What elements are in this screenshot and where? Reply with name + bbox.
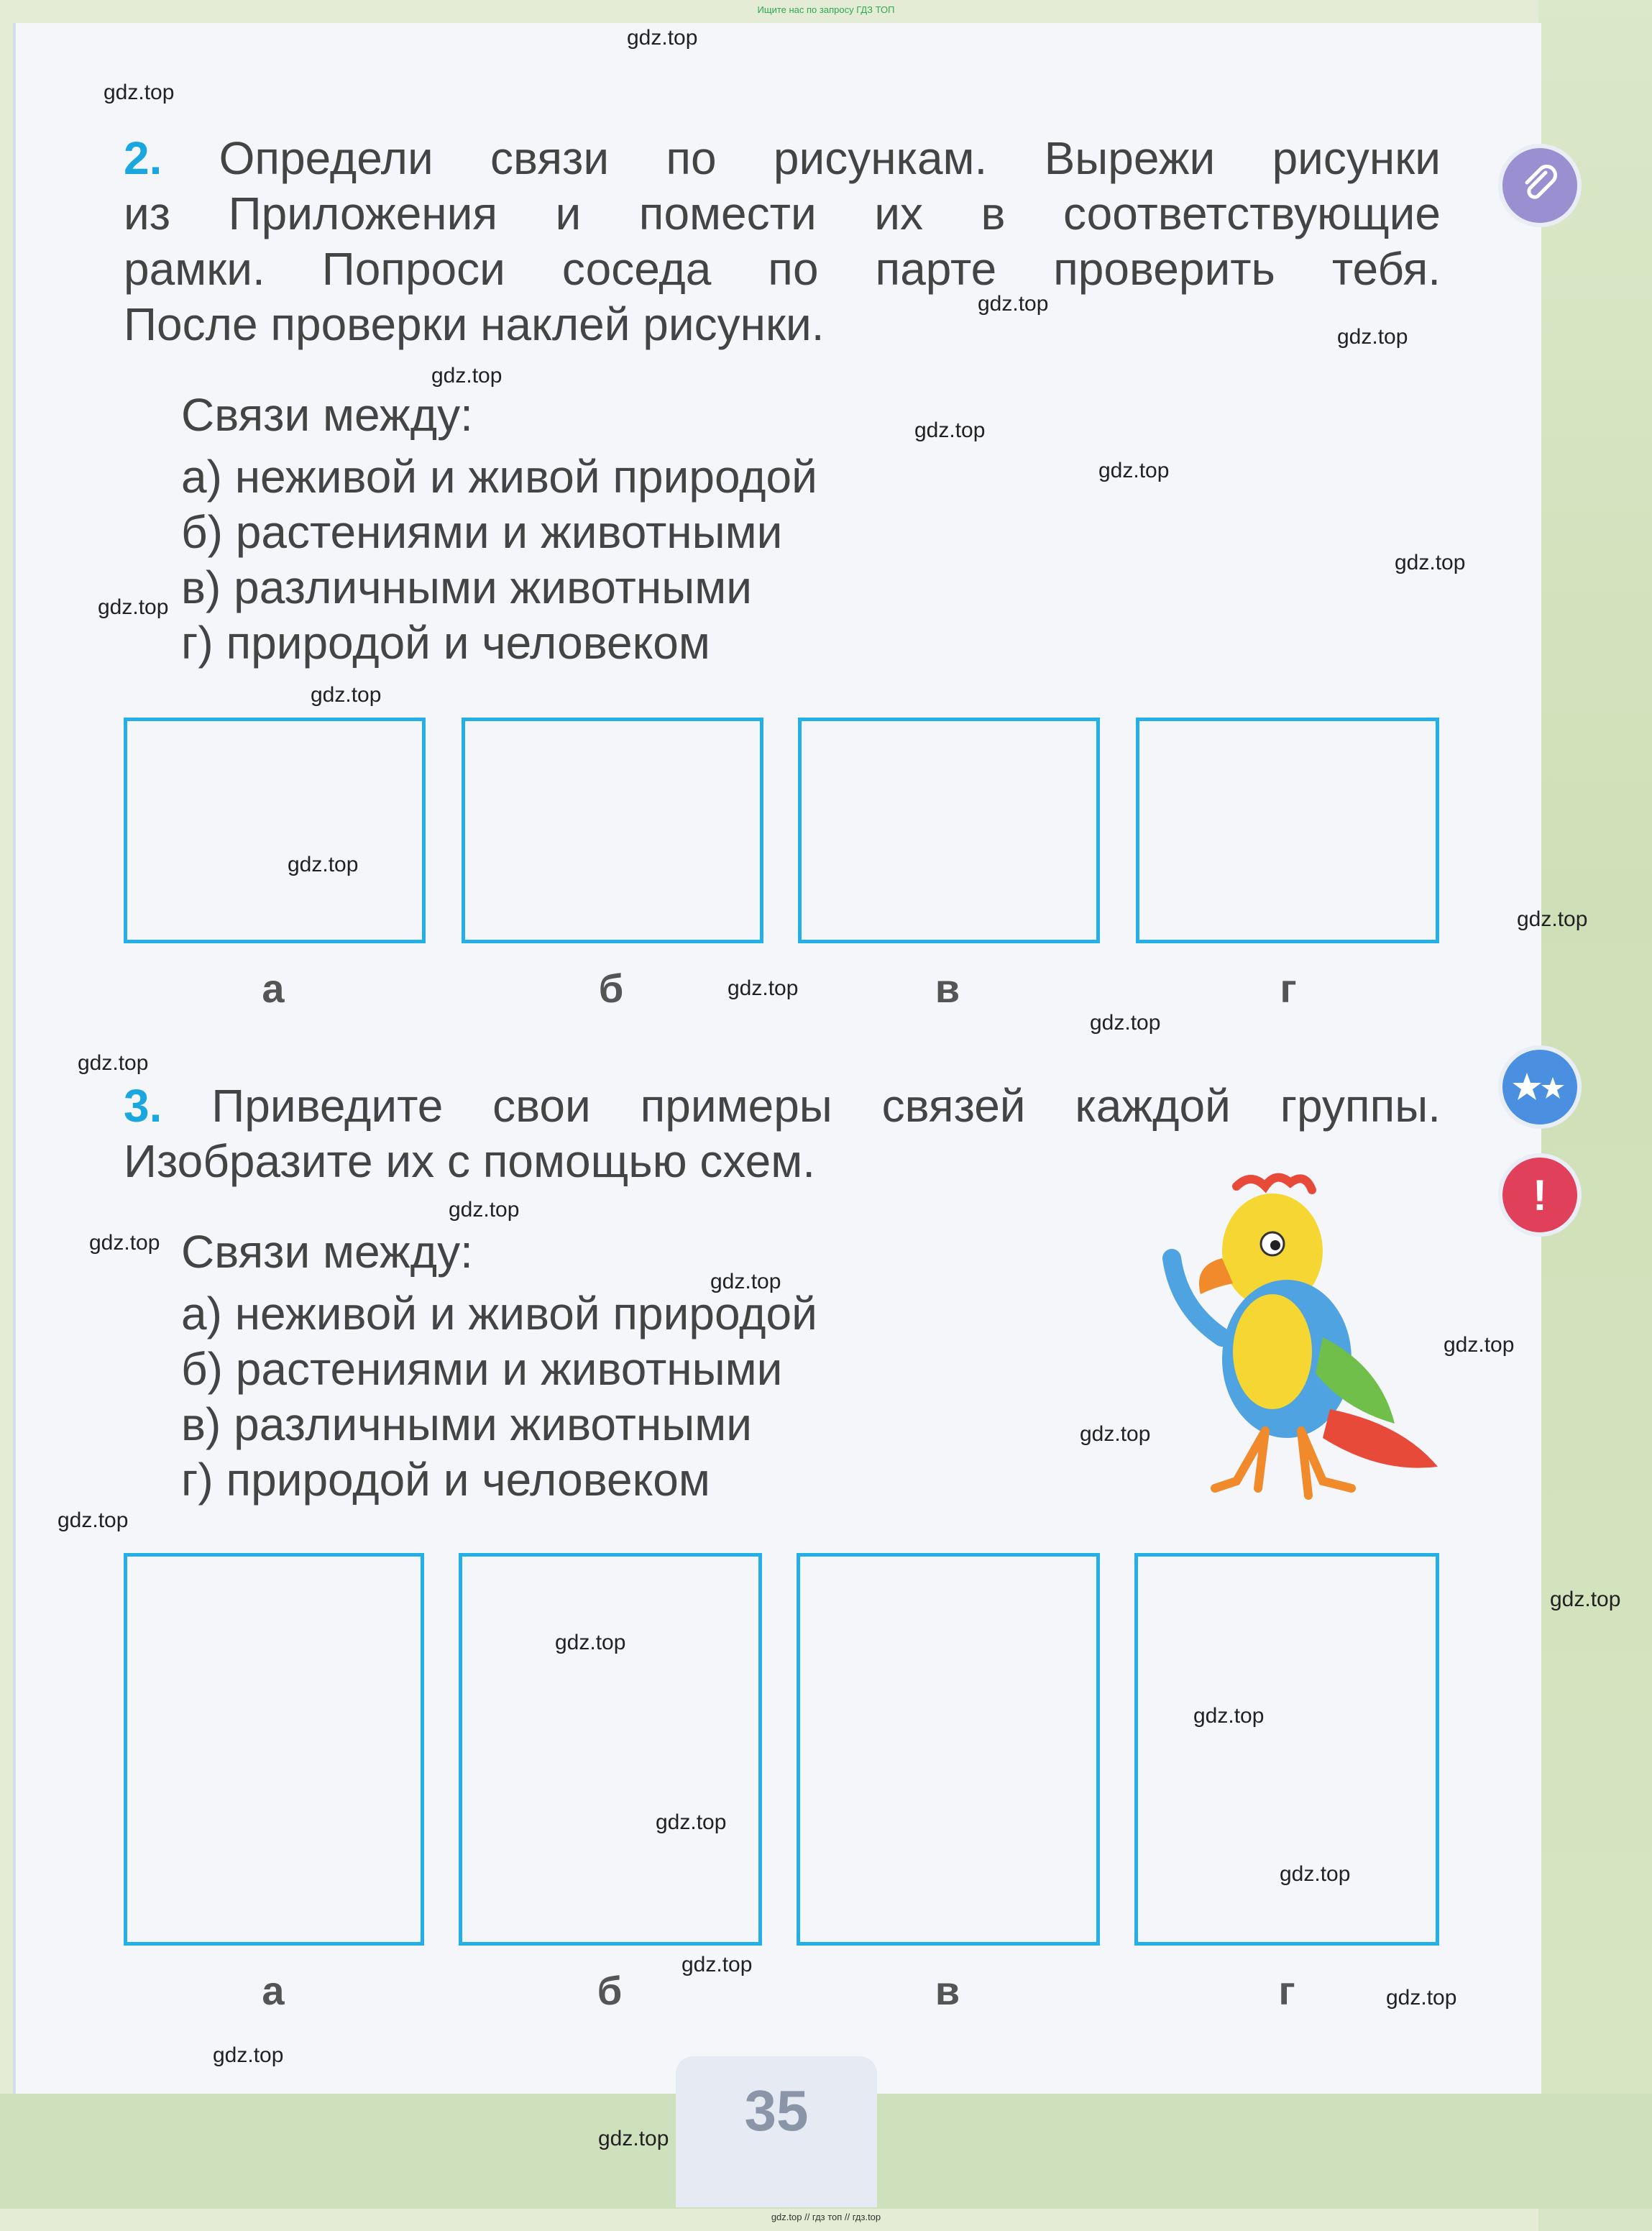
task3-label-g: г	[1278, 1968, 1295, 2013]
task2-frame-g	[1136, 718, 1439, 943]
task3-item-a: а) неживой и живой природой	[181, 1288, 817, 1339]
parrot-crest	[1236, 1178, 1312, 1190]
stars-glyph	[1511, 1066, 1569, 1109]
watermark: gdz.top	[1090, 1011, 1161, 1035]
watermark: gdz.top	[1395, 551, 1466, 574]
task2-label-v: в	[935, 966, 960, 1011]
watermark: gdz.top	[431, 364, 503, 388]
watermark: gdz.top	[104, 81, 175, 104]
exclamation-icon: !	[1498, 1153, 1582, 1237]
task3-subtitle: Связи между:	[181, 1226, 473, 1278]
task2-item-a: а) неживой и живой природой	[181, 451, 817, 503]
watermark: gdz.top	[555, 1631, 626, 1654]
task2-subtitle: Связи между:	[181, 389, 473, 441]
task2-item-b: б) растениями и животными	[181, 506, 783, 558]
paperclip-glyph	[1517, 162, 1563, 209]
task3-label-v: в	[935, 1968, 960, 2013]
watermark: gdz.top	[598, 2127, 669, 2150]
watermark: gdz.top	[98, 595, 169, 619]
bottom-note: gdz.top // гдз топ // гдз.top	[771, 2212, 881, 2222]
task2-item-v: в) различными животными	[181, 562, 752, 613]
parrot-leg-left	[1215, 1431, 1265, 1488]
watermark: gdz.top	[627, 26, 698, 50]
watermark: gdz.top	[1517, 907, 1588, 931]
parrot-belly	[1233, 1294, 1312, 1409]
watermark: gdz.top	[1098, 459, 1170, 482]
task2-line-4: После проверки наклей рисунки.	[124, 298, 825, 350]
watermark: gdz.top	[1386, 1986, 1457, 2010]
watermark: gdz.top	[1550, 1588, 1621, 1611]
watermark: gdz.top	[288, 853, 359, 876]
watermark: gdz.top	[978, 292, 1049, 316]
task3-line-2: Изобразите их с помощью схем.	[124, 1135, 815, 1187]
task2-label-a: а	[262, 966, 285, 1011]
watermark: gdz.top	[682, 1953, 753, 1976]
task3-frame-g	[1134, 1553, 1439, 1946]
watermark: gdz.top	[656, 1810, 727, 1834]
task3-number: 3.	[124, 1080, 162, 1132]
watermark: gdz.top	[1337, 325, 1408, 349]
watermark: gdz.top	[1444, 1333, 1515, 1357]
parrot-pupil	[1270, 1240, 1280, 1250]
top-note: Ищите нас по запросу ГДЗ ТОП	[757, 4, 895, 15]
task2-number: 2.	[124, 132, 162, 184]
task2-label-b: б	[598, 966, 624, 1011]
task3-line-1: 3. Приведите свои примеры связей каждой группы.	[124, 1080, 1441, 1132]
task2-text	[124, 131, 1441, 352]
watermark: gdz.top	[728, 976, 799, 1000]
watermark: gdz.top	[914, 418, 986, 442]
task3-frame-a	[124, 1553, 424, 1946]
parrot-illustration	[1129, 1172, 1445, 1517]
task3-label-b: б	[597, 1968, 623, 2013]
watermark: gdz.top	[449, 1198, 520, 1222]
task2-label-g: г	[1280, 966, 1297, 1011]
watermark: gdz.top	[1193, 1704, 1265, 1728]
task2-item-g: г) природой и человеком	[181, 617, 710, 669]
task2-line-3: рамки. Попроси соседа по парте проверить тебя.	[124, 243, 1441, 295]
watermark: gdz.top	[213, 2043, 284, 2067]
task2-line-2: из Приложения и помести их в соответствующие	[124, 188, 1441, 239]
watermark: gdz.top	[1080, 1422, 1151, 1446]
task3-item-v: в) различными животными	[181, 1398, 752, 1450]
watermark: gdz.top	[58, 1508, 129, 1532]
watermark: gdz.top	[710, 1270, 781, 1293]
task2-frame-b	[462, 718, 763, 943]
task2-frame-v	[798, 718, 1100, 943]
task3-label-a: а	[262, 1968, 285, 2013]
task3-frame-v	[797, 1553, 1100, 1946]
watermark: gdz.top	[78, 1051, 149, 1075]
task3-item-g: г) природой и человеком	[181, 1454, 710, 1506]
task2-frame-a	[124, 718, 426, 943]
task2-line-1: 2. Определи связи по рисункам. Вырежи рисунки	[124, 132, 1441, 184]
watermark: gdz.top	[1280, 1862, 1351, 1886]
stars-icon	[1498, 1045, 1582, 1129]
paperclip-icon	[1498, 144, 1582, 227]
task3-frame-b	[459, 1553, 762, 1946]
watermark: gdz.top	[89, 1231, 160, 1255]
page-number: 35	[744, 2079, 809, 2143]
task3-item-b: б) растениями и животными	[181, 1343, 783, 1395]
watermark: gdz.top	[311, 683, 382, 707]
